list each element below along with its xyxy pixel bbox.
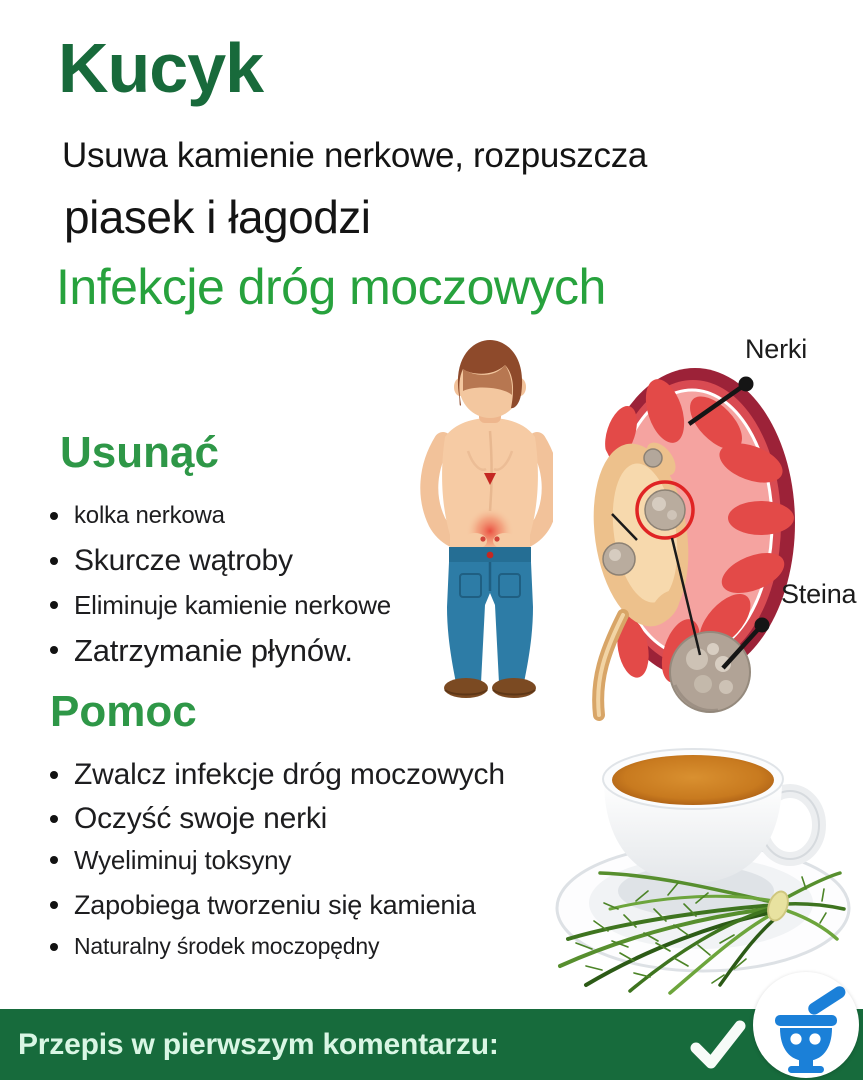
mortar-pestle-icon	[754, 973, 858, 1077]
list-item	[46, 590, 446, 621]
list-item	[46, 502, 446, 531]
bullet-icon	[50, 901, 58, 909]
list-item	[46, 933, 526, 961]
list-item-label: Zwalcz infekcje dróg moczowych	[74, 757, 505, 791]
subtitle-line-3: Infekcje dróg moczowych	[56, 259, 606, 315]
bullet-icon	[50, 815, 58, 823]
list-item-label: Zatrzymanie płynów.	[74, 632, 353, 668]
list-item-label: Naturalny środek moczopędny	[74, 933, 380, 960]
stone-label: Steina	[781, 579, 857, 609]
bullet-icon	[50, 601, 58, 609]
help-list	[46, 757, 526, 961]
kidney-stone-illustration	[670, 632, 750, 712]
list-item-label: Skurcze wątroby	[74, 543, 293, 577]
bullet-icon	[50, 771, 58, 779]
logo-badge	[753, 972, 859, 1078]
list-item-label: Zapobiega tworzeniu się kamienia	[74, 889, 476, 920]
bullet-icon	[50, 943, 58, 951]
list-item-label: Eliminuje kamienie nerkowe	[74, 589, 392, 620]
remove-heading: Usunąć	[60, 428, 219, 477]
kidney-label: Nerki	[745, 334, 808, 364]
bullet-icon	[50, 856, 58, 864]
help-heading: Pomoc	[50, 687, 197, 736]
kidney-cross-section-illustration	[553, 363, 805, 723]
bullet-icon	[50, 512, 58, 520]
list-item-label: kolka nerkowa	[74, 501, 225, 529]
subtitle-line-1: Usuwa kamienie nerkowe, rozpuszcza	[62, 136, 648, 175]
subtitle-line-2: piasek i łagodzi	[64, 191, 371, 243]
list-item-label: Wyeliminuj toksyny	[74, 844, 292, 875]
footer-text: Przepis w pierwszym komentarzu:	[18, 1027, 499, 1061]
list-item	[46, 845, 526, 876]
horsetail-tea-cup-photo	[538, 723, 863, 1000]
page-title: Kucyk	[58, 29, 264, 107]
help-section	[46, 686, 526, 961]
checkmark-icon	[686, 1018, 748, 1070]
list-item	[46, 543, 446, 579]
list-item	[46, 632, 446, 669]
bullet-icon	[50, 646, 58, 654]
list-item	[46, 757, 526, 793]
remove-section	[46, 427, 446, 669]
list-item-label: Oczyść swoje nerki	[74, 801, 328, 835]
list-item	[46, 889, 526, 921]
bullet-icon	[50, 557, 58, 565]
remove-list	[46, 502, 446, 669]
list-item	[46, 801, 526, 837]
